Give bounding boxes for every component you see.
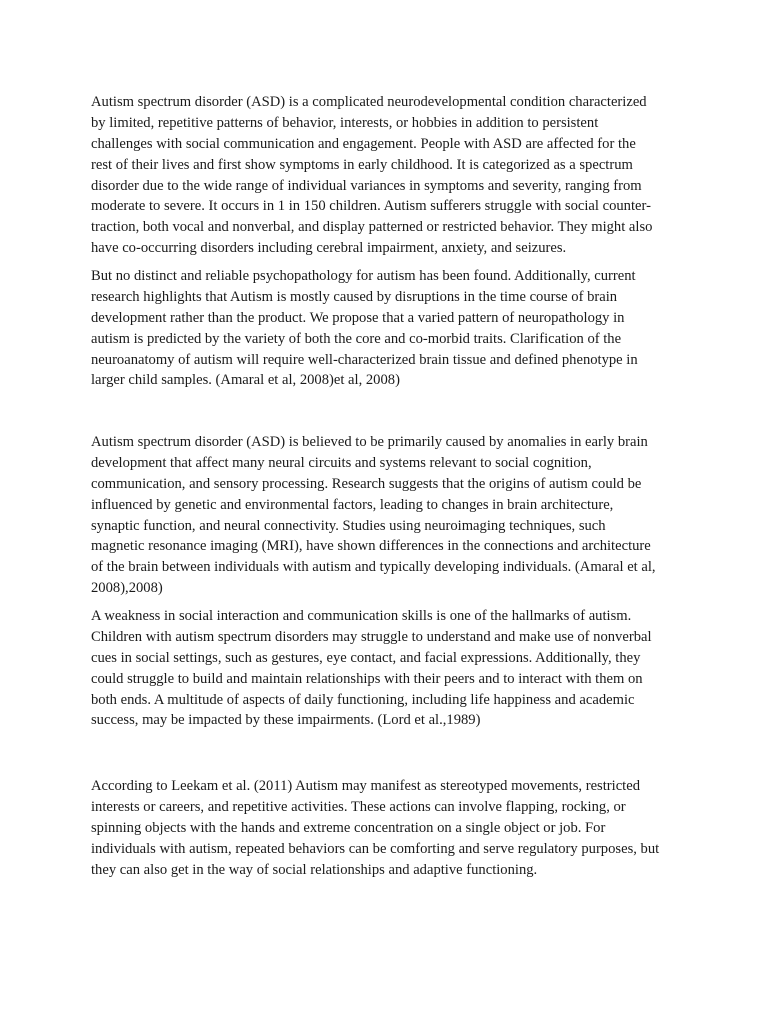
text-line: could struggle to build and maintain relationships with their peers and to interact with them on [91,670,643,687]
text-line: interests or careers, and repetitive activities. These actions can involve flapping, rocking, or [91,798,626,815]
text-line: According to Leekam et al. (2011) Autism may manifest as stereotyped movements, restricted [91,778,640,794]
text-line: disorder due to the wide range of individual variances in symptoms and severity, ranging from [91,177,642,194]
text-line: traction, both vocal and nonverbal, and display patterned or restricted behavior. They might also [91,219,653,236]
text-line: they can also get in the way of social relationships and adaptive functioning. [91,861,538,878]
text-line: moderate to severe. It occurs in 1 in 150 children. Autism sufferers struggle with social counter- [91,198,651,215]
paragraph-brain-development [91,432,691,599]
text-line: 2008),2008) [91,580,163,597]
paragraph-repetitive-behaviors [91,776,691,880]
paragraph-social-interaction [91,606,691,731]
text-line: magnetic resonance imaging (MRI), have shown differences in the connections and architecture [91,538,651,555]
text-line: both ends. A multitude of aspects of daily functioning, including life happiness and academic [91,691,635,708]
text-line: research highlights that Autism is mostly caused by disruptions in the time course of brain [91,288,618,305]
text-line: autism is predicted by the variety of both the core and co-morbid traits. Clarification of the [91,330,622,347]
text-line: rest of their lives and first show symptoms in early childhood. It is categorized as a spectrum [91,156,633,173]
text-line: success, may be impacted by these impairments. (Lord et al.,1989) [91,712,481,729]
text-line: challenges with social communication and engagement. People with ASD are affected for the [91,135,636,152]
text-line: individuals with autism, repeated behaviors can be comforting and serve regulatory purposes, but [91,840,660,857]
text-line: But no distinct and reliable psychopathology for autism has been found. Additionally, current [91,268,636,284]
text-line: development that affect many neural circuits and systems relevant to social cognition, [91,454,592,471]
text-line: A weakness in social interaction and communication skills is one of the hallmarks of autism. [91,608,632,624]
text-line: neuroanatomy of autism will require well-characterized brain tissue and defined phenotype in [91,351,638,368]
text-line: of the brain between individuals with autism and typically developing individuals. (Amaral et al, [91,559,656,576]
text-line: by limited, repetitive patterns of behavior, interests, or hobbies in addition to persistent [91,114,599,131]
text-line: cues in social settings, such as gestures, eye contact, and facial expressions. Additionally, they [91,649,641,666]
text-line: Autism spectrum disorder (ASD) is believed to be primarily caused by anomalies in early brain [91,434,648,450]
text-line: Children with autism spectrum disorders may struggle to understand and make use of nonverbal [91,628,652,645]
text-line: larger child samples. (Amaral et al, 2008)et al, 2008) [91,372,400,389]
text-line: spinning objects with the hands and extreme concentration on a single object or job. For [91,819,606,836]
text-line: influenced by genetic and environmental factors, leading to changes in brain architecture, [91,496,614,513]
text-line: Autism spectrum disorder (ASD) is a complicated neurodevelopmental condition characterized [91,94,647,110]
text-line: communication, and sensory processing. Research suggests that the origins of autism could be [91,475,642,492]
text-line: synaptic function, and neural connectivity. Studies using neuroimaging techniques, such [91,517,606,534]
paragraph-psychopathology [91,266,691,391]
paragraph-asd-overview [91,92,691,259]
text-line: have co-occurring disorders including cerebral impairment, anxiety, and seizures. [91,240,567,257]
text-line: development rather than the product. We propose that a varied pattern of neuropathology in [91,309,625,326]
